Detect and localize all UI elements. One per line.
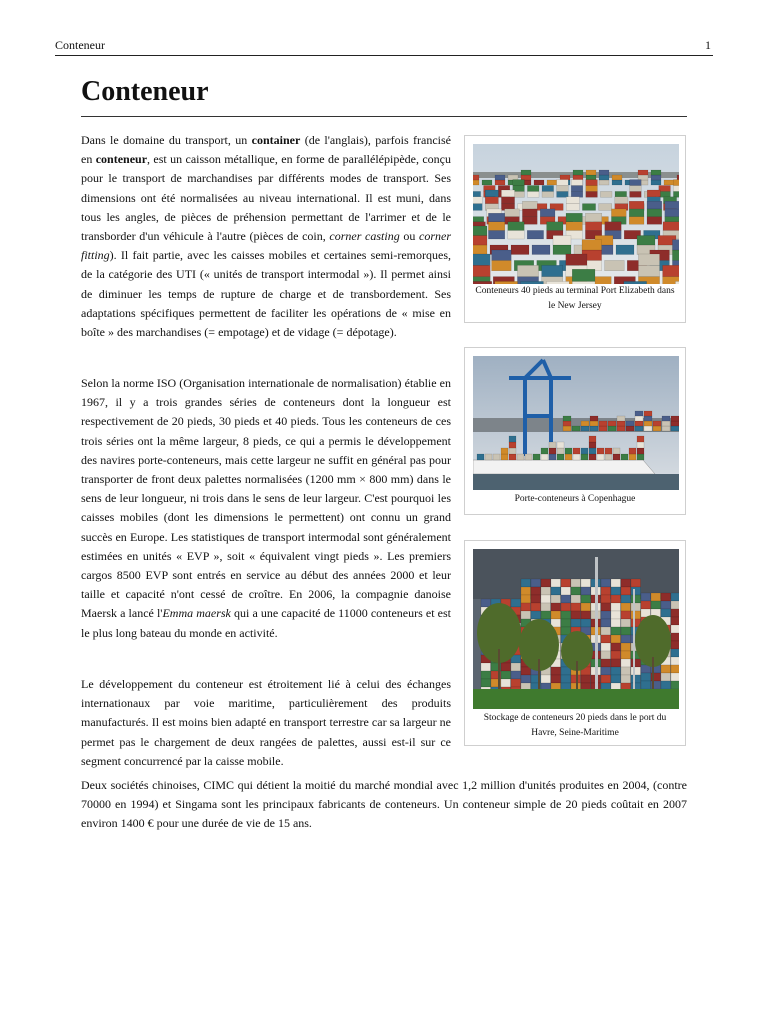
container-terminal-photo: [473, 144, 679, 284]
text: Selon la norme ISO (Organisation internationale de normalisation) établie en 1967, il y a trois grandes séries de conteneurs dont la longueur est respectivement de 20 pieds, 30 pieds et 40 pieds. Tous les conteneurs de ces trois séries ont la même largeur, 8 pieds, ce qui a permis le développement des navires porte-conteneurs, mais cette largeur ne suffit en général pas pour transporter de front deux palettes normalisées (1200 mm × 800 mm) dans le sens de leur longueur, ni trois dans le sens de leur largeur. C'est pourquoi les caisses mobiles (dont les dimensions le permettent) ont connu un grand succès en Europe. Les statistiques de transport intermodal sont généralement estimées en unités « EVP », soit « équivalent vingt pieds ». Les premiers cargos 8500 EVP sont entrés en service au début des années 2000 et leur taille et capacité n'ont cessé de croître. En 2006, la compagnie danoise Maersk a lancé l': [81, 376, 451, 621]
text: , est un caisson métallique, en forme de parallélépipède, conçu pour le transport de marchandises par différents modes de transport. Ses dimensions ont été normalisées au niveau international. Il est muni, dans tous les angles, de pièces de préhension permettant de l'arrimer et de le transborder d'un véhicule à l'autre (pièces de coin,: [81, 152, 452, 244]
running-header-title: Conteneur: [55, 38, 105, 52]
term-corner-casting: corner casting: [329, 229, 400, 244]
paragraph-development: Le développement du conteneur est étroitement lié à celui des échanges internationaux par voie maritime, particulièrement des produits manufacturés. Il est moins bien adapté en transport terrestre car sa largeur ne permet pas le chargement de deux rangées de palettes, aussi est-il sur ce segment concurrencé par la caisse mobile.: [81, 677, 451, 768]
page-number: 1: [705, 38, 711, 52]
paragraph-intro: [81, 131, 451, 342]
term-conteneur: conteneur: [95, 152, 148, 167]
paragraph-iso-norm: [81, 374, 451, 643]
container-storage-photo: [473, 549, 679, 709]
text: ou: [399, 229, 420, 244]
page-title: Conteneur: [81, 74, 687, 117]
figure-port-elizabeth: [464, 135, 686, 323]
text: Dans le domaine du transport, un: [81, 133, 252, 147]
text: ). Il fait partie, avec les caisses mobiles et certaines semi-remorques, de la catégorie des UTI (« unités de transport intermodal »). Il permet ainsi de diminuer les temps de rupture de charge et de transbordement. Ses adaptations spécifiques permettent de faciliter les opérations de « mise en boîte » des marchandises (= empotage) et de vidage (= dépotage).: [81, 248, 451, 340]
figure-caption: Conteneurs 40 pieds au terminal Port Elizabeth dans le New Jersey: [475, 286, 675, 311]
figure-caption: Porte-conteneurs à Copenhague: [514, 494, 636, 504]
ship-name: Emma maersk: [162, 606, 231, 621]
paragraph-manufacturers: Deux sociétés chinoises, CIMC qui détient la moitié du marché mondial avec 1,2 million d'unités produites en 2004, (contre 70000 en 1994) et Singama sont les principaux fabricants de conteneurs. Un conteneur simple de 20 pieds coûtait en 2007 environ 1400 € pour une durée de vie de 15 ans.: [81, 778, 687, 831]
text: qui a une capacité de 11000 conteneurs et est le plus long bateau du monde en activité.: [81, 606, 451, 640]
figure-copenhagen: [464, 347, 686, 515]
container-ship-photo: [473, 356, 679, 490]
figure-caption: Stockage de conteneurs 20 pieds dans le port du Havre, Seine-Maritime: [483, 713, 667, 738]
text: (de l'anglais), parfois francisé en: [81, 133, 451, 167]
term-corner-fitting: corner fitting: [81, 229, 452, 263]
figure-le-havre: [464, 540, 686, 746]
running-header: [55, 38, 713, 56]
term-container: container: [251, 133, 301, 147]
